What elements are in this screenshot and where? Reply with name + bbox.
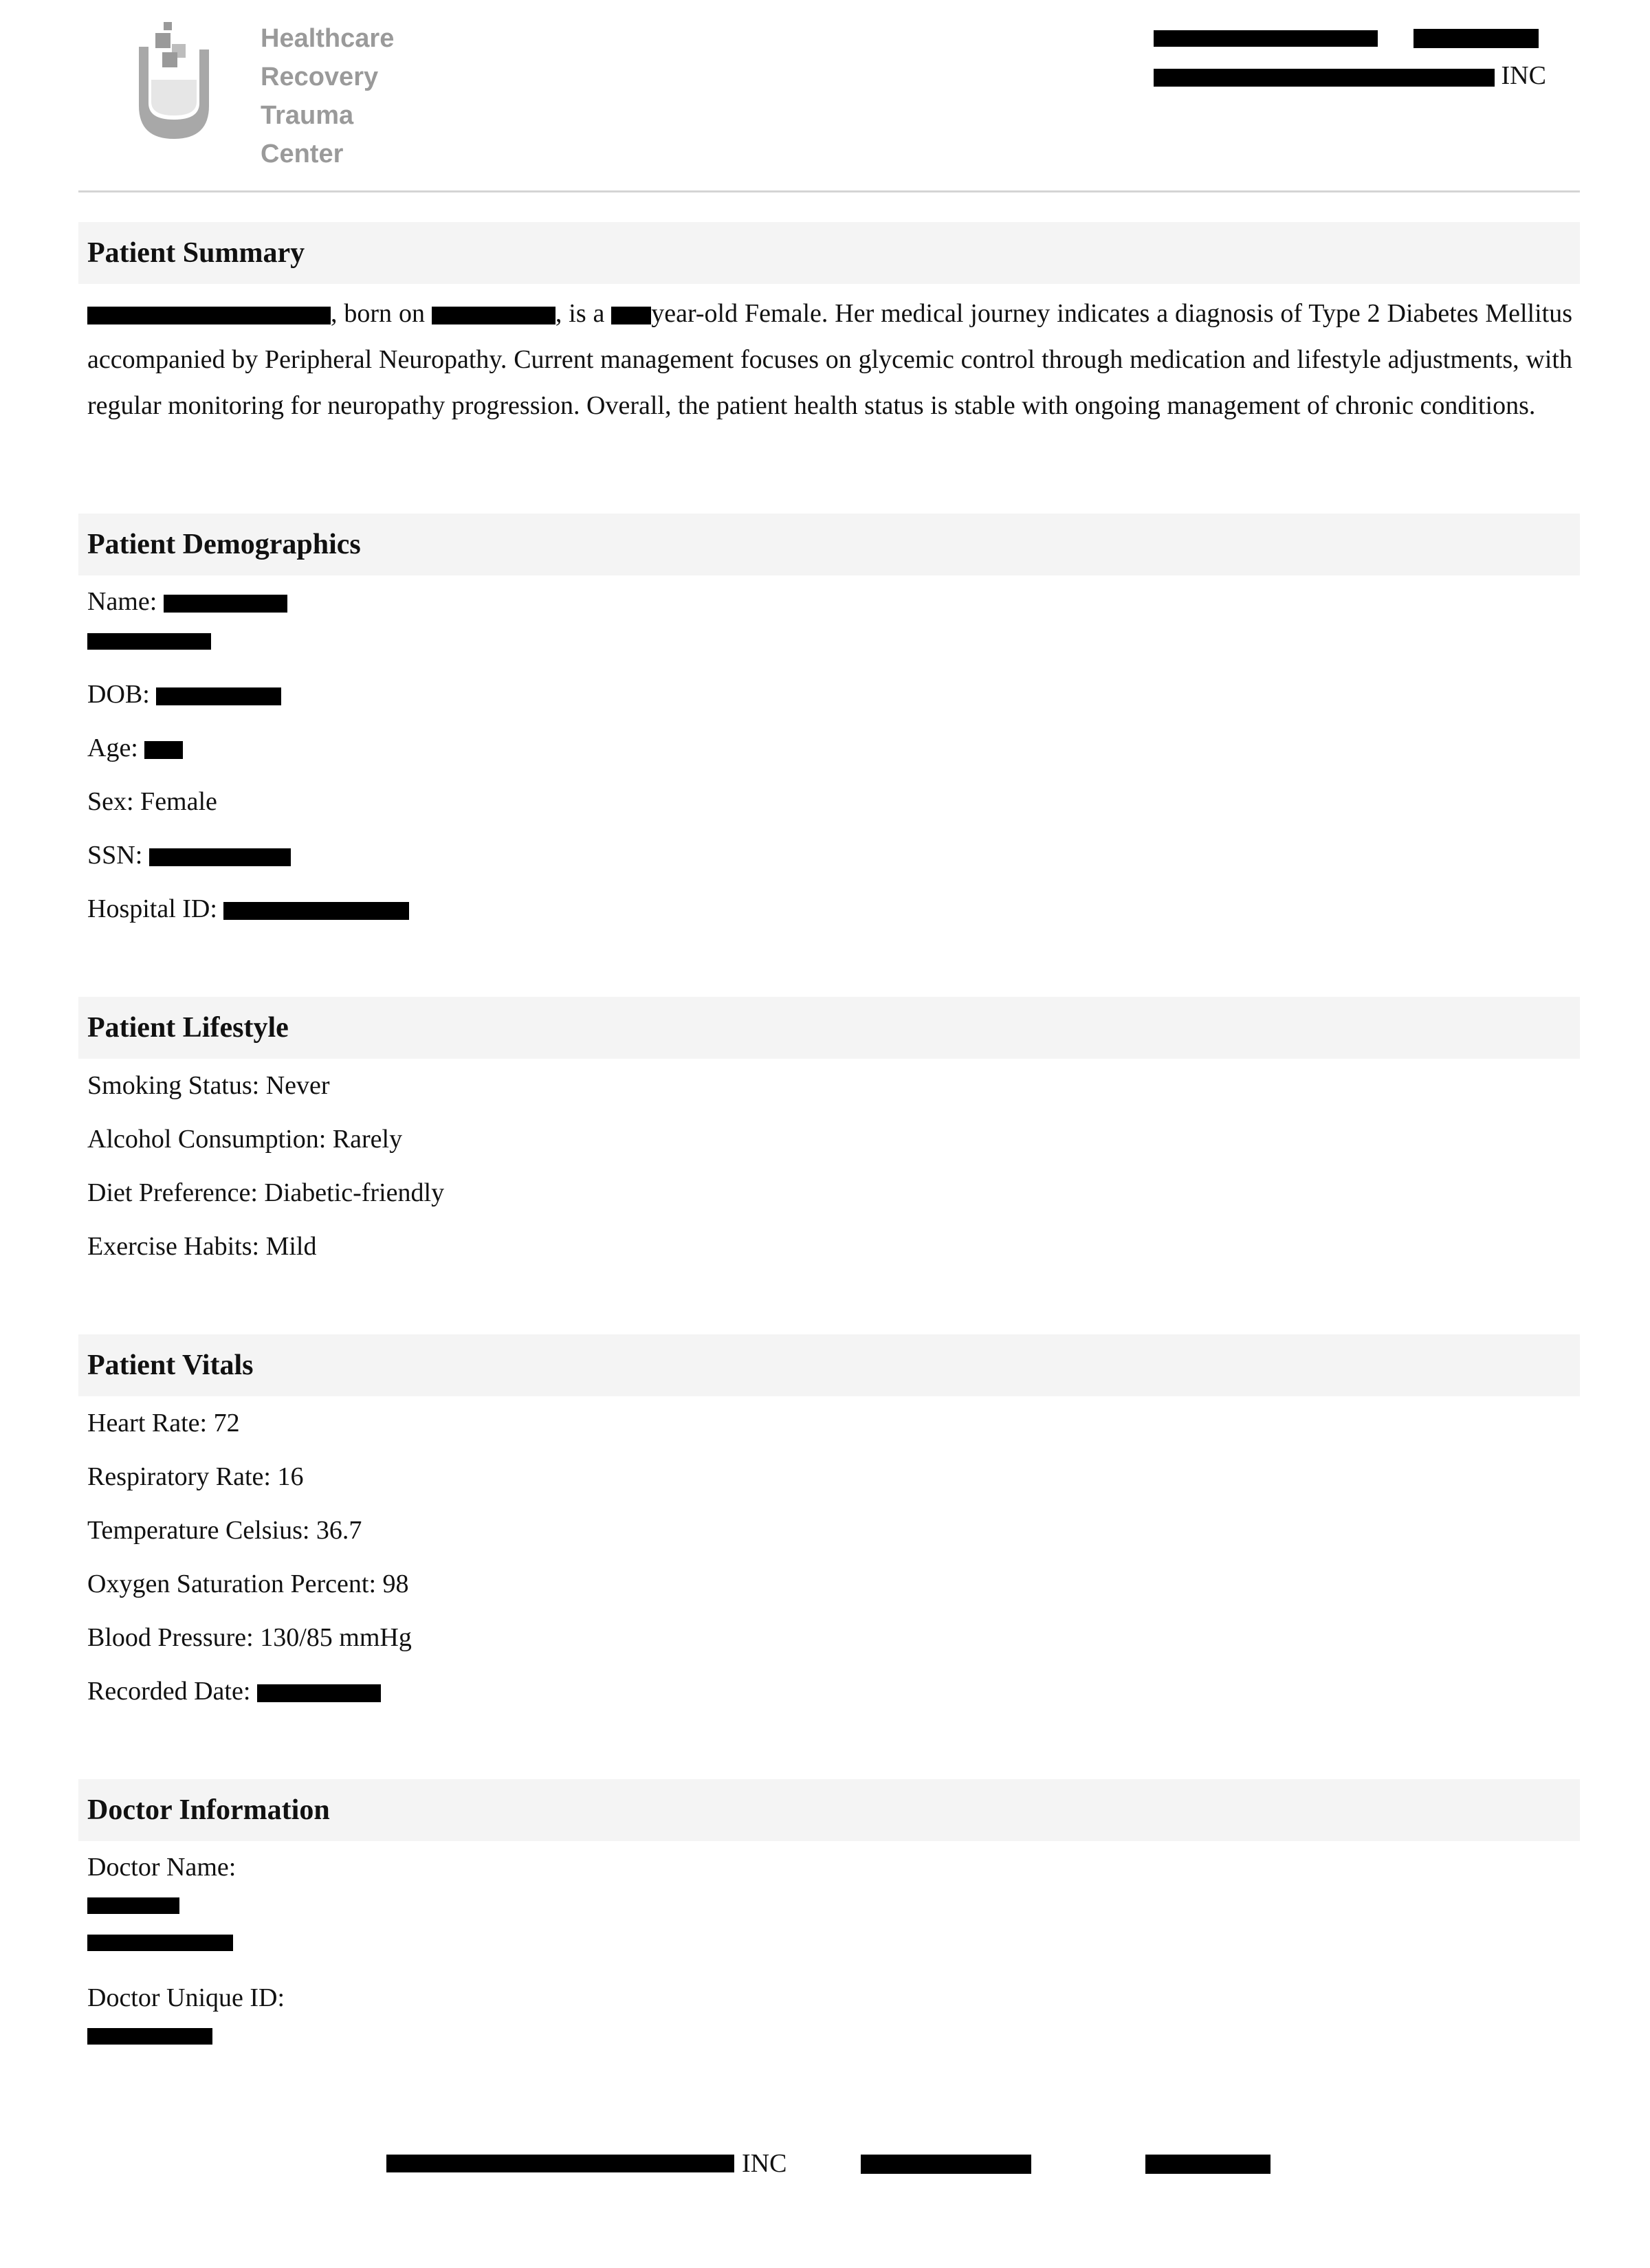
vitals-item: Oxygen Saturation Percent: 98 [87,1570,409,1598]
vitals-item: Respiratory Rate: 16 [87,1462,304,1491]
section-header-summary: Patient Summary [78,222,1580,284]
summary-born-on: , born on [331,299,425,328]
redacted-dob [432,307,556,324]
hospital-id-label: Hospital ID: [87,894,217,923]
recorded-date-label: Recorded Date: [87,1677,251,1706]
summary-is-a: , is a [555,299,605,328]
org-name-line: Trauma [261,101,354,130]
section-header-demographics: Patient Demographics [78,514,1580,575]
vitals-item: Blood Pressure: 130/85 mmHg [87,1623,412,1652]
org-name-line: Center [261,140,344,168]
redacted-header-value [1414,29,1539,48]
page-footer [0,2148,1650,2179]
vitals-item: Temperature Celsius: 36.7 [87,1516,362,1545]
age-label: Age: [87,734,138,762]
org-name-line: Healthcare [261,24,395,53]
redacted-first-name [164,595,287,613]
company-suffix: INC [1501,61,1546,90]
doctor-id-label: Doctor Unique ID: [87,1983,285,2012]
summary-paragraph [87,291,1572,429]
vitals-recorded-date [87,1676,381,1706]
lifestyle-item: Diet Preference: Diabetic-friendly [87,1178,445,1207]
section-header-doctor: Doctor Information [78,1779,1580,1841]
redacted-last-name [87,633,211,650]
vitals-item: Heart Rate: 72 [87,1409,240,1438]
lifestyle-item: Alcohol Consumption: Rarely [87,1125,403,1154]
redacted-dob [156,687,281,705]
ssn-label: SSN: [87,841,143,870]
hospital-logo [136,22,212,140]
header-patient-info [1154,26,1539,48]
demographics-name [87,586,287,617]
header-divider [78,190,1580,192]
section-header-lifestyle: Patient Lifestyle [78,997,1580,1059]
redacted-doctor-id [87,2028,212,2045]
redacted-ssn [149,848,291,866]
redacted-patient-name [1154,30,1378,47]
redacted-company-name [1154,69,1495,87]
demographics-hospital-id [87,894,409,924]
redacted-doctor-first-name [87,1897,179,1914]
demographics-sex: Sex: Female [87,787,217,816]
org-name-line: Recovery [261,63,379,91]
redacted-company-name [386,2155,734,2172]
redacted-patient-name [87,307,331,324]
redacted-footer-date [1145,2155,1270,2174]
redacted-recorded-date [257,1684,381,1702]
redacted-age [144,741,183,759]
demographics-age [87,733,183,763]
footer-company-suffix: INC [742,2149,787,2178]
dob-label: DOB: [87,680,150,709]
header-company [1154,62,1566,89]
doctor-name-label: Doctor Name: [87,1853,236,1882]
redacted-hospital-id [223,902,409,920]
redacted-phone [861,2155,1031,2174]
org-name [261,19,394,173]
name-label: Name: [87,587,157,616]
summary-text: year-old Female. Her medical journey indicates a diagnosis of Type 2 Diabetes Mellitus accompanied by Peripheral Neuropathy. Current management focuses on glycemic control through medication and lifestyle adjustments, with regular monitoring for neuropathy progression. Overall, the patient health status is stable with ongoing management of chronic conditions. [87,299,1573,420]
redacted-doctor-last-name [87,1935,233,1951]
redacted-age [611,307,651,324]
section-header-vitals: Patient Vitals [78,1334,1580,1396]
demographics-ssn [87,840,291,870]
lifestyle-item: Smoking Status: Never [87,1071,330,1100]
lifestyle-item: Exercise Habits: Mild [87,1232,317,1261]
demographics-dob [87,679,281,709]
